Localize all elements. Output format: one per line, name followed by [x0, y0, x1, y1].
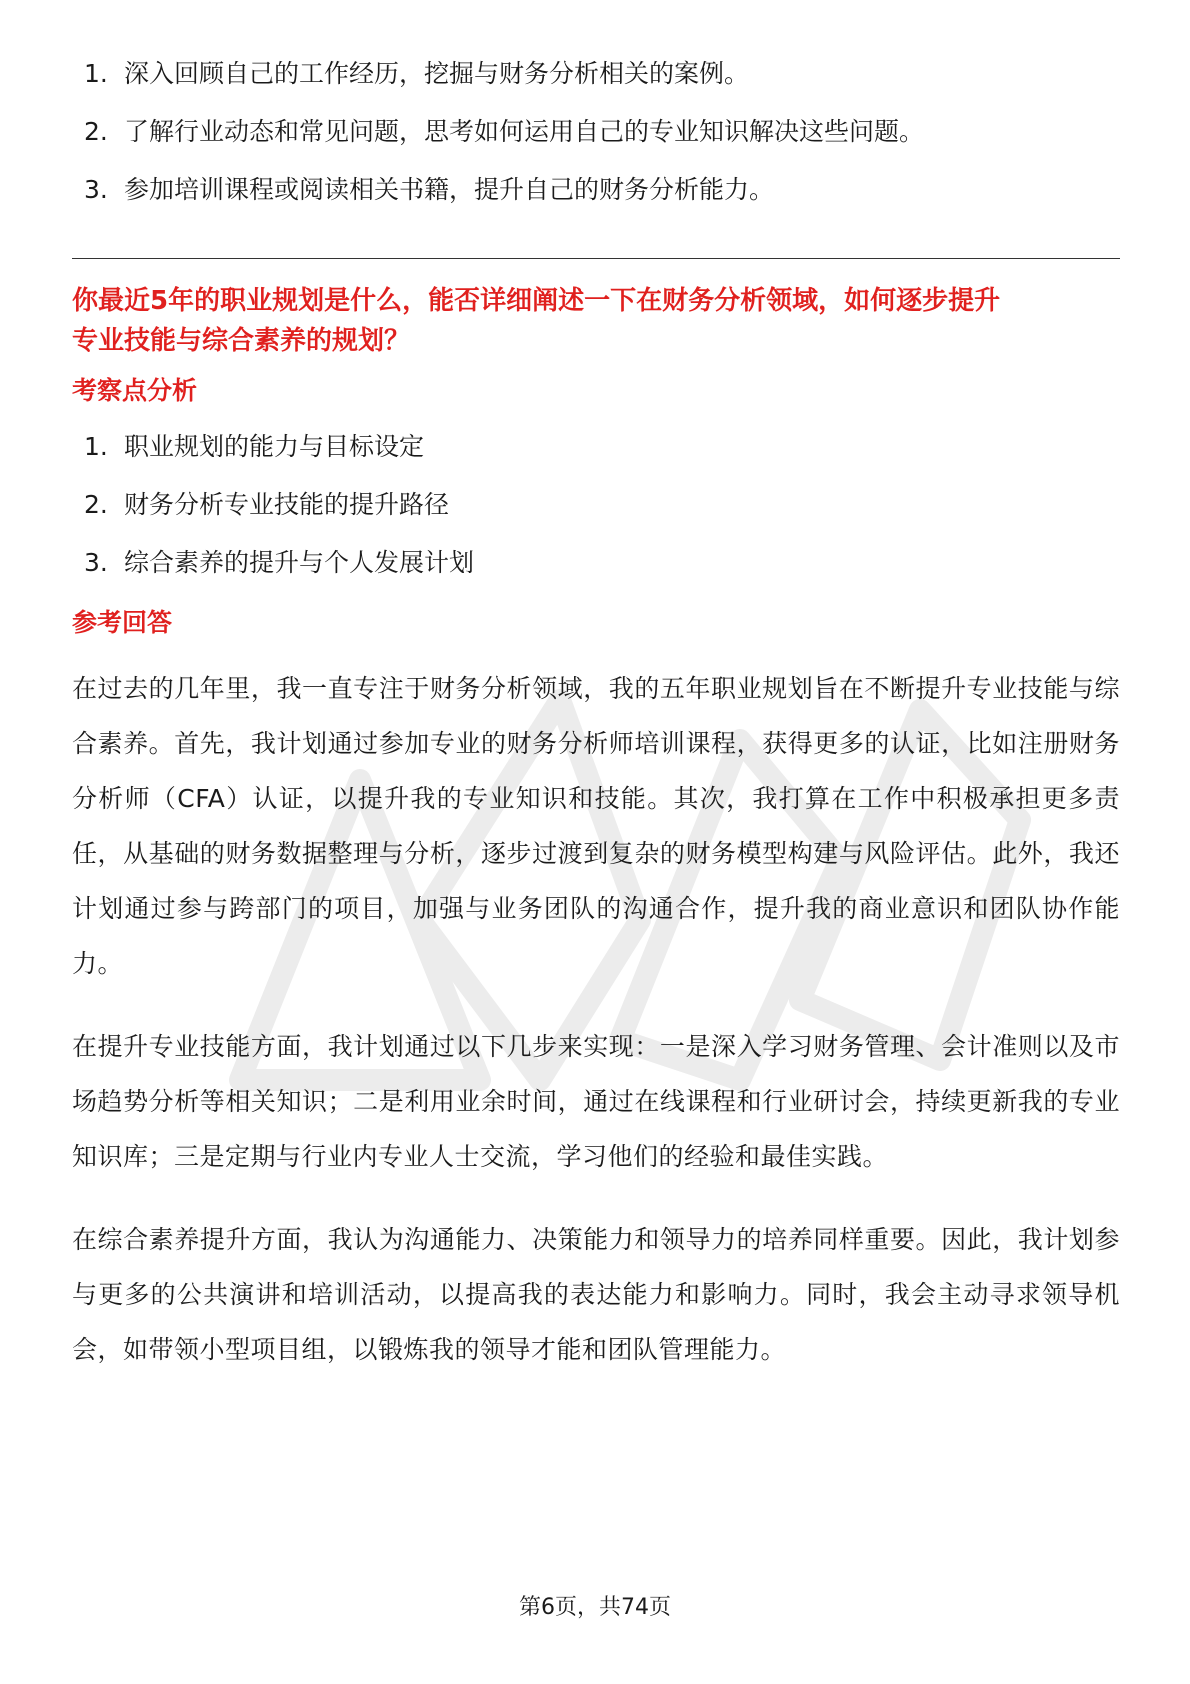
analysis-numbered-list [72, 429, 1120, 581]
question-line-2: 专业技能与综合素养的规划？ [72, 326, 411, 356]
answer-paragraph-3: 在综合素养提升方面，我认为沟通能力、决策能力和领导力的培养同样重要。因此，我计划参与更多的公共演讲和培训活动，以提高我的表达能力和影响力。同时，我会主动寻求领导机会，如带领小型项目组，以锻炼我的领导才能和团队管理能力。 [72, 1225, 1120, 1364]
answer-title: 参考回答 [72, 608, 173, 637]
page-footer: 第6页，共74页 [519, 1595, 671, 1620]
question-heading [72, 281, 1120, 361]
list-item: 2. 了解行业动态和常见问题，思考如何运用自己的专业知识解决这些问题。 [84, 117, 925, 146]
analysis-title: 考察点分析 [72, 376, 198, 405]
list-item: 3. 综合素养的提升与个人发展计划 [84, 548, 475, 577]
list-item: 1. 职业规划的能力与目标设定 [84, 432, 425, 461]
list-item: 2. 财务分析专业技能的提升路径 [84, 490, 450, 519]
question-line-1: 你最近5年的职业规划是什么，能否详细阐述一下在财务分析领域，如何逐步提升 [72, 286, 1001, 316]
section-divider [72, 258, 1120, 259]
list-item: 3. 参加培训课程或阅读相关书籍，提升自己的财务分析能力。 [84, 175, 775, 204]
list-item: 1. 深入回顾自己的工作经历，挖掘与财务分析相关的案例。 [84, 59, 750, 88]
answer-paragraph-2: 在提升专业技能方面，我计划通过以下几步来实现：一是深入学习财务管理、会计准则以及市场趋势分析等相关知识；二是利用业余时间，通过在线课程和行业研讨会，持续更新我的专业知识库；三是定期与行业内专业人士交流，学习他们的经验和最佳实践。 [72, 1032, 1120, 1171]
answer-paragraph-1: 在过去的几年里，我一直专注于财务分析领域，我的五年职业规划旨在不断提升专业技能与综合素养。首先，我计划通过参加专业的财务分析师培训课程，获得更多的认证，比如注册财务分析师（CFA）认证，以提升我的专业知识和技能。其次，我打算在工作中积极承担更多责任，从基础的财务数据整理与分析，逐步过渡到复杂的财务模型构建与风险评估。此外，我还计划通过参与跨部门的项目，加强与业务团队的沟通合作，提升我的商业意识和团队协作能力。 [72, 674, 1120, 978]
top-numbered-list [72, 56, 1120, 208]
page-content [72, 56, 1120, 1405]
